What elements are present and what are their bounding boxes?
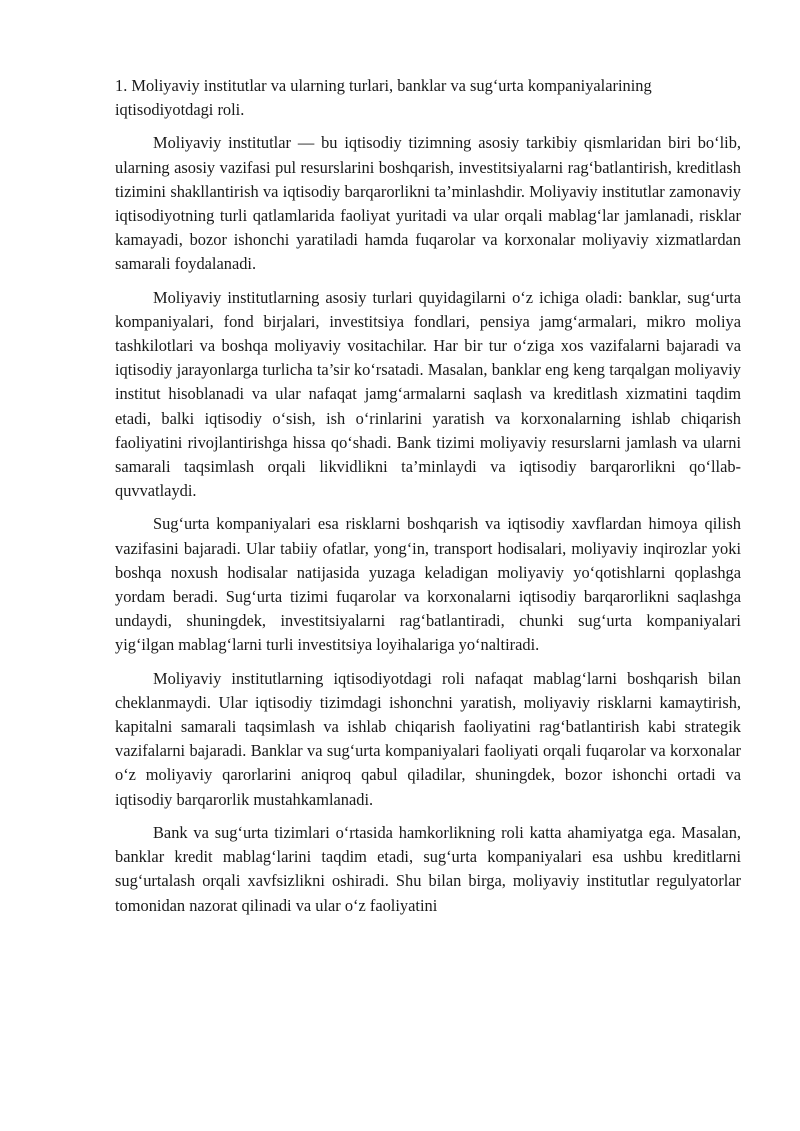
paragraph-2: Moliyaviy institutlarning asosiy turlari quyidagilarni o‘z ichiga oladi: banklar, sug‘urta kompaniyalari, fond birjalari, investitsiya fondlari, pensiya jamg‘armalari, mikro moliya tashkilotlari va boshqa moliyaviy vositachilar. Har bir tur o‘ziga xos vazifalarni bajaradi va iqtisodiy jarayonlarga turlicha ta’sir ko‘rsatadi. Masalan, banklar eng keng tarqalgan moliyaviy institut hisoblanadi va ular nafaqat jamg‘armalarni saqlash va kreditlash xizmatini taqdim etadi, balki iqtisodiy o‘sish, ish o‘rinlarini yaratish va korxonalarning ishlab chiqarish faoliyatini rivojlantirishga hissa qo‘shadi. Bank tizimi moliyaviy resurslarni jamlash va ularni samarali taqsimlash orqali likvidlikni ta’minlaydi va iqtisodiy barqarorlikni qo‘llab-quvvatlaydi. bbox=[115, 287, 741, 501]
paragraph-5: Bank va sug‘urta tizimlari o‘rtasida hamkorlikning roli katta ahamiyatga ega. Masalan, banklar kredit mablag‘larini taqdim etadi, sug‘urta kompaniyalari esa ushbu kreditlarni sug‘urtalash orqali xavfsizlikni oshiradi. Shu bilan birga, moliyaviy institutlar regulyatorlar tomonidan nazorat qilinadi va ular o‘z faoliyatini bbox=[115, 822, 741, 915]
paragraph-4: Moliyaviy institutlarning iqtisodiyotdagi roli nafaqat mablag‘larni boshqarish bilan cheklanmaydi. Ular iqtisodiy tizimdagi ishonchni yaratish, moliyaviy risklarni kamaytirish, kapitalni samarali taqsimlash va ishlab chiqarish faoliyatini rag‘batlantirish kabi strategik vazifalarni bajaradi. Banklar va sug‘urta kompaniyalari faoliyati orqali fuqarolar va korxonalar o‘z moliyaviy qarorlarini aniqroq qabul qiladilar, shuningdek, bozor ishonchi ortadi va iqtisodiy barqarorlik mustahkamlanadi. bbox=[115, 668, 741, 809]
paragraph-1: Moliyaviy institutlar — bu iqtisodiy tizimning asosiy tarkibiy qismlaridan biri bo‘lib, ularning asosiy vazifasi pul resurslarini boshqarish, investitsiyalarni rag‘batlantirish, kreditlash tizimini shakllantirish va iqtisodiy barqarorlikni ta’minlashdir. Moliyaviy institutlar zamonaviy iqtisodiyotning turli qatlamlarida faoliyat yuritadi va ular orqali mablag‘lar jamlanadi, risklar kamayadi, bozor ishonchi yaratiladi hamda fuqarolar va korxonalar moliyaviy xizmatlardan samarali foydalanadi. bbox=[115, 133, 741, 274]
section-heading: 1. Moliyaviy institutlar va ularning turlari, banklar va sug‘urta kompaniyalarining iqtisodiyotdagi roli. bbox=[115, 76, 652, 120]
paragraph-3: Sug‘urta kompaniyalari esa risklarni boshqarish va iqtisodiy xavflardan himoya qilish vazifasini bajaradi. Ular tabiiy ofatlar, yong‘in, transport hodisalari, moliyaviy inqirozlar yoki boshqa noxush hodisalar natijasida yuzaga keladigan moliyaviy yo‘qotishlarni qoplashga yordam beradi. Sug‘urta tizimi fuqarolar va korxonalarni iqtisodiy barqarorlikni saqlashga undaydi, shuningdek, investitsiyalarni rag‘batlantiradi, chunki sug‘urta kompaniyalari yig‘ilgan mablag‘larni turli investitsiya loyihalariga yo‘naltiradi. bbox=[115, 514, 741, 655]
document-page bbox=[115, 74, 741, 927]
